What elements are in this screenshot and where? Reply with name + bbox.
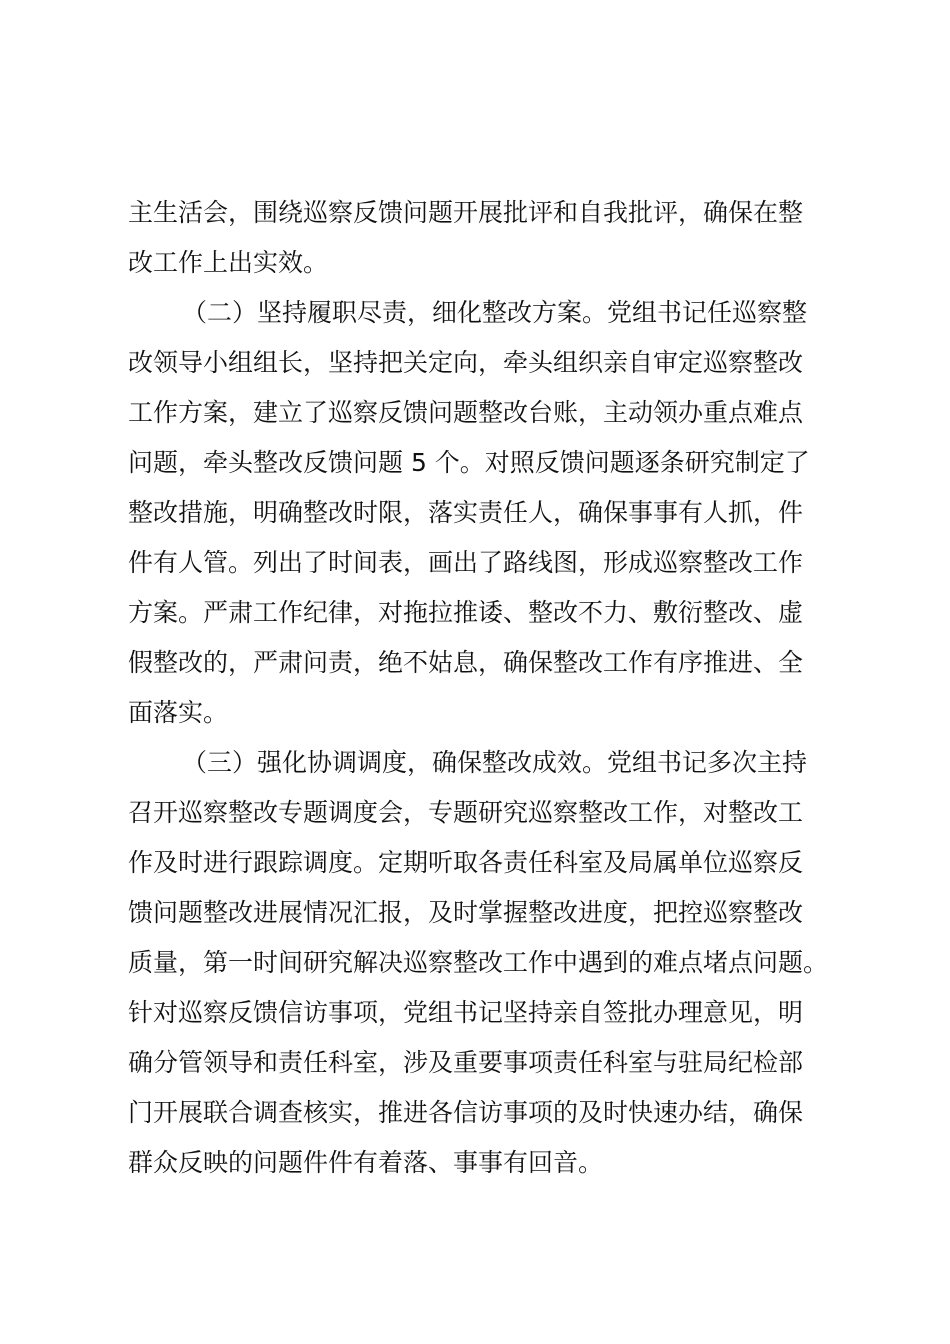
section-heading-2: （二）坚持履职尽责，细化整改方案。党组书记任巡察整 (182, 298, 808, 327)
text-line-17: 针对巡察反馈信访事项，党组书记坚持亲自签批办理意见，明 (128, 998, 804, 1027)
text-line-8: 件有人管。列出了时间表，画出了路线图，形成巡察整改工作 (128, 548, 804, 577)
text-line-16: 质量，第一时间研究解决巡察整改工作中遇到的难点堵点问题。 (128, 948, 829, 977)
text-line-13: 召开巡察整改专题调度会，专题研究巡察整改工作，对整改工 (128, 798, 804, 827)
text-line-19: 门开展联合调查核实，推进各信访事项的及时快速办结，确保 (128, 1098, 804, 1127)
text-line-1: 主生活会，围绕巡察反馈问题开展批评和自我批评，确保在整 (128, 198, 804, 227)
text-line-9: 方案。严肃工作纪律，对拖拉推诿、整改不力、敷衍整改、虚 (128, 598, 804, 627)
text-line-2: 改工作上出实效。 (128, 248, 329, 277)
text-line-5: 工作方案，建立了巡察反馈问题整改台账，主动领办重点难点 (128, 398, 804, 427)
text-line-4: 改领导小组组长，坚持把关定向，牵头组织亲自审定巡察整改 (128, 348, 804, 377)
text-line-11: 面落实。 (128, 698, 229, 727)
text-line-15: 馈问题整改进展情况汇报，及时掌握整改进度，把控巡察整改 (128, 898, 804, 927)
text-line-7: 整改措施，明确整改时限，落实责任人，确保事事有人抓，件 (128, 498, 804, 527)
text-line-10: 假整改的，严肃问责，绝不姑息，确保整改工作有序推进、全 (128, 648, 804, 677)
text-line-14: 作及时进行跟踪调度。定期听取各责任科室及局属单位巡察反 (128, 848, 804, 877)
text-line-20: 群众反映的问题件件有着落、事事有回音。 (128, 1148, 604, 1177)
text-line-6: 问题，牵头整改反馈问题 5 个。对照反馈问题逐条研究制定了 (128, 448, 810, 477)
text-line-18: 确分管领导和责任科室，涉及重要事项责任科室与驻局纪检部 (128, 1048, 804, 1077)
section-heading-3: （三）强化协调调度，确保整改成效。党组书记多次主持 (182, 748, 808, 777)
